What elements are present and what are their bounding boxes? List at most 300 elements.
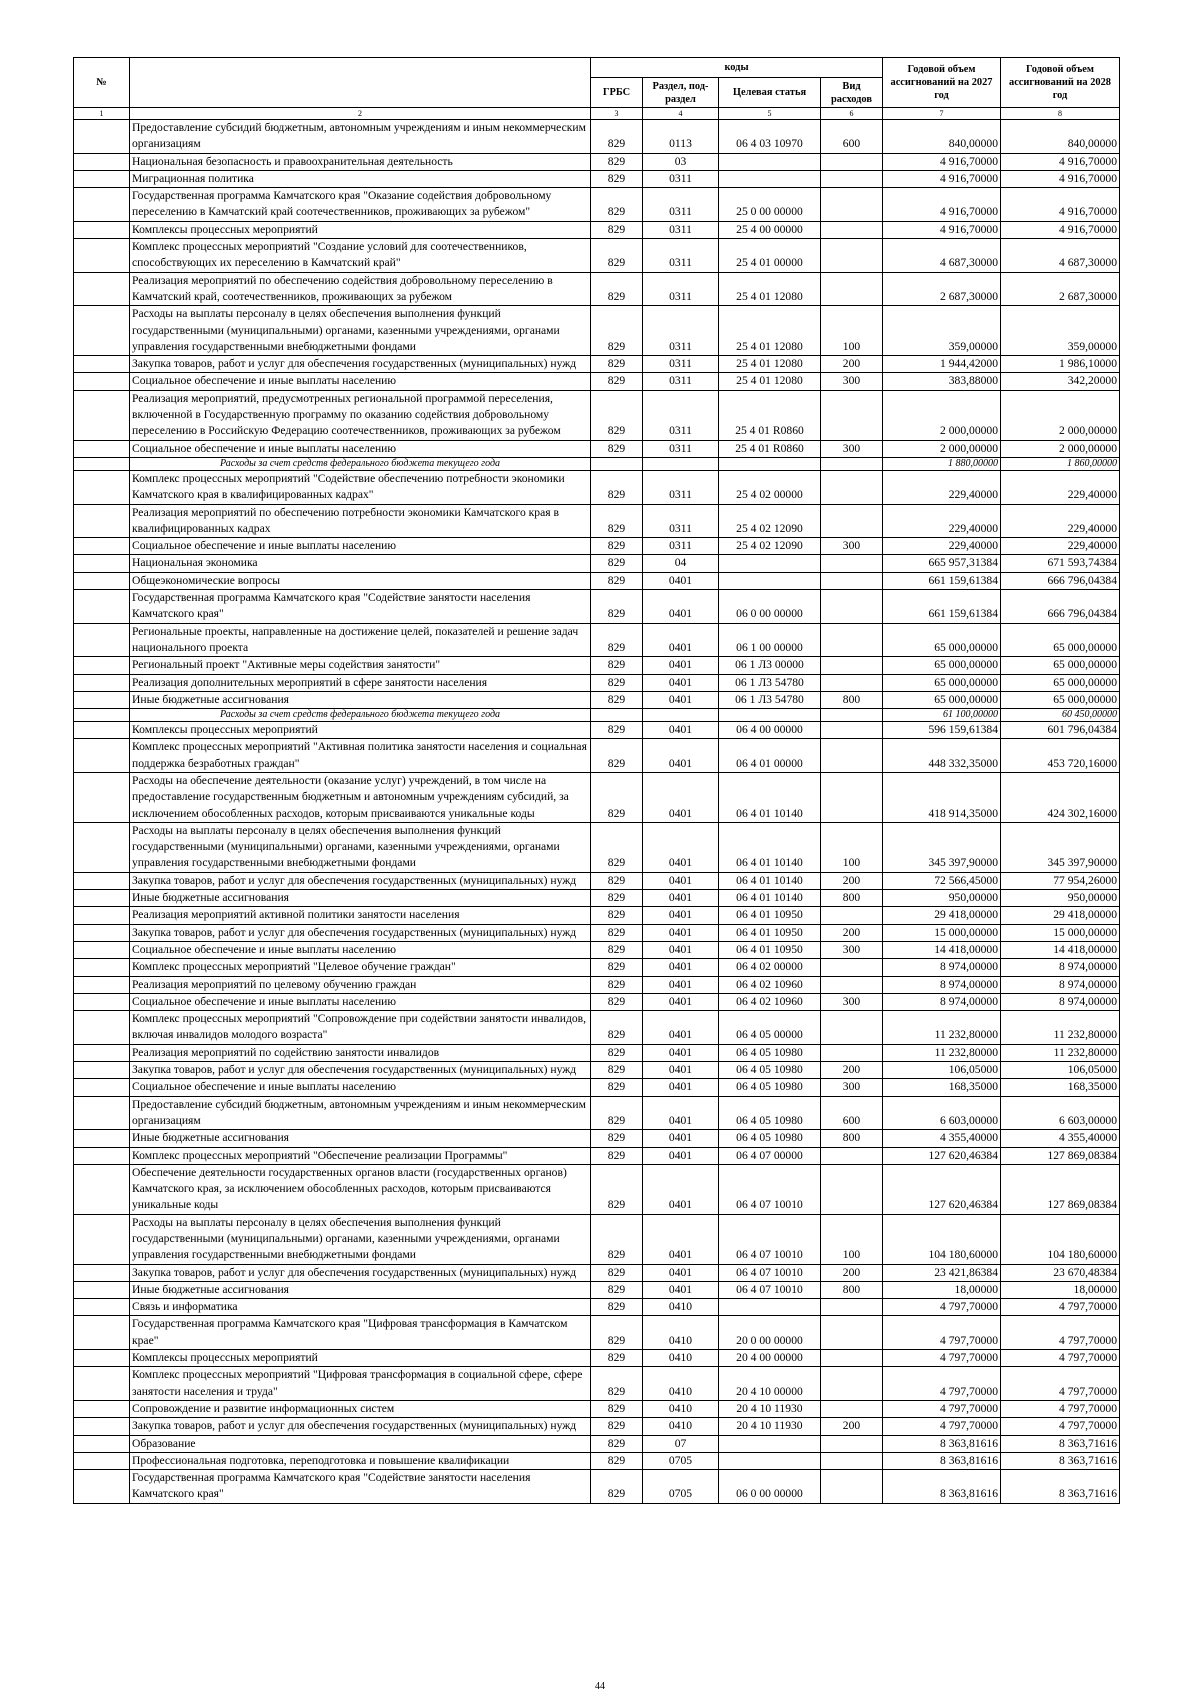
column-number: 4 xyxy=(643,108,719,120)
row-name: Комплекс процессных мероприятий "Активная политика занятости населения и социальная поддержка безработных граждан" xyxy=(130,739,591,773)
row-number xyxy=(74,1316,130,1350)
row-number xyxy=(74,504,130,538)
row-number xyxy=(74,1299,130,1316)
row-grbs: 829 xyxy=(591,1452,643,1469)
row-section xyxy=(643,457,719,470)
row-expense-type: 300 xyxy=(821,538,883,555)
row-section: 0401 xyxy=(643,572,719,589)
row-target: 20 4 10 00000 xyxy=(719,1367,821,1401)
row-grbs: 829 xyxy=(591,221,643,238)
row-target xyxy=(719,1452,821,1469)
row-section: 0401 xyxy=(643,657,719,674)
row-section: 0311 xyxy=(643,538,719,555)
row-grbs: 829 xyxy=(591,657,643,674)
row-expense-type xyxy=(821,221,883,238)
row-amount-2028: 4 916,70000 xyxy=(1001,221,1120,238)
row-grbs: 829 xyxy=(591,1435,643,1452)
row-amount-2028: 2 000,00000 xyxy=(1001,440,1120,457)
row-name: Закупка товаров, работ и услуг для обеспечения государственных (муниципальных) нужд xyxy=(130,924,591,941)
row-amount-2028: 601 796,04384 xyxy=(1001,722,1120,739)
row-section: 0401 xyxy=(643,1164,719,1214)
row-amount-2027: 345 397,90000 xyxy=(883,822,1001,872)
table-row xyxy=(74,1264,1120,1281)
row-amount-2027: 23 421,86384 xyxy=(883,1264,1001,1281)
row-amount-2027: 4 916,70000 xyxy=(883,170,1001,187)
row-target: 06 0 00 00000 xyxy=(719,590,821,624)
row-amount-2027: 229,40000 xyxy=(883,538,1001,555)
table-row xyxy=(74,1350,1120,1367)
row-section: 0311 xyxy=(643,272,719,306)
row-grbs: 829 xyxy=(591,674,643,691)
table-row xyxy=(74,1452,1120,1469)
row-section: 04 xyxy=(643,555,719,572)
row-expense-type xyxy=(821,739,883,773)
table-row xyxy=(74,1418,1120,1435)
row-number xyxy=(74,657,130,674)
row-amount-2028: 2 687,30000 xyxy=(1001,272,1120,306)
federal-budget-row xyxy=(74,709,1120,722)
row-name: Обеспечение деятельности государственных органов власти (государственных органов) Камчатского края, за исключением обособленных расходов, которым присваиваются уникальные коды xyxy=(130,1164,591,1214)
row-number xyxy=(74,555,130,572)
row-amount-2028: 6 603,00000 xyxy=(1001,1096,1120,1130)
row-amount-2028: 104 180,60000 xyxy=(1001,1214,1120,1264)
table-row xyxy=(74,1400,1120,1417)
row-target: 06 4 01 10950 xyxy=(719,907,821,924)
row-name: Образование xyxy=(130,1435,591,1452)
row-amount-2028: 14 418,00000 xyxy=(1001,941,1120,958)
row-grbs: 829 xyxy=(591,1147,643,1164)
row-amount-2027: 4 797,70000 xyxy=(883,1299,1001,1316)
row-section: 0401 xyxy=(643,924,719,941)
table-row xyxy=(74,504,1120,538)
row-grbs: 829 xyxy=(591,239,643,273)
row-amount-2028: 666 796,04384 xyxy=(1001,572,1120,589)
row-number xyxy=(74,941,130,958)
row-amount-2027: 6 603,00000 xyxy=(883,1096,1001,1130)
row-expense-type xyxy=(821,657,883,674)
row-expense-type: 300 xyxy=(821,993,883,1010)
row-expense-type: 100 xyxy=(821,1214,883,1264)
row-section: 0705 xyxy=(643,1452,719,1469)
row-number xyxy=(74,221,130,238)
row-amount-2027: 4 687,30000 xyxy=(883,239,1001,273)
table-row xyxy=(74,772,1120,822)
row-name: Социальное обеспечение и иные выплаты населению xyxy=(130,1079,591,1096)
row-expense-type: 800 xyxy=(821,890,883,907)
row-amount-2027: 8 363,81616 xyxy=(883,1435,1001,1452)
row-amount-2027: 4 797,70000 xyxy=(883,1316,1001,1350)
row-expense-type xyxy=(821,907,883,924)
row-section xyxy=(643,709,719,722)
row-number xyxy=(74,924,130,941)
row-target: 06 1 Л3 00000 xyxy=(719,657,821,674)
row-expense-type xyxy=(821,470,883,504)
row-target: 06 4 05 10980 xyxy=(719,1130,821,1147)
row-expense-type xyxy=(821,1147,883,1164)
row-amount-2028: 424 302,16000 xyxy=(1001,772,1120,822)
row-name: Реализация мероприятий по содействию занятости инвалидов xyxy=(130,1044,591,1061)
row-expense-type xyxy=(821,772,883,822)
row-target: 25 4 02 00000 xyxy=(719,470,821,504)
row-name: Предоставление субсидий бюджетным, автономным учреждениям и иным некоммерческим организациям xyxy=(130,120,591,154)
row-amount-2027: 4 916,70000 xyxy=(883,153,1001,170)
row-grbs: 829 xyxy=(591,1316,643,1350)
table-row xyxy=(74,440,1120,457)
row-grbs: 829 xyxy=(591,555,643,572)
column-number: 7 xyxy=(883,108,1001,120)
row-amount-2027: 127 620,46384 xyxy=(883,1147,1001,1164)
row-expense-type xyxy=(821,1400,883,1417)
row-name: Иные бюджетные ассигнования xyxy=(130,890,591,907)
row-name: Реализация мероприятий активной политики занятости населения xyxy=(130,907,591,924)
header-target: Целевая статья xyxy=(719,78,821,108)
row-expense-type xyxy=(821,170,883,187)
row-grbs: 829 xyxy=(591,1130,643,1147)
row-amount-2027: 840,00000 xyxy=(883,120,1001,154)
row-target: 06 4 01 10950 xyxy=(719,941,821,958)
row-target: 06 4 01 10140 xyxy=(719,822,821,872)
row-target: 06 4 02 10960 xyxy=(719,976,821,993)
row-amount-2027: 8 363,81616 xyxy=(883,1470,1001,1504)
row-number xyxy=(74,1079,130,1096)
row-name: Закупка товаров, работ и услуг для обеспечения государственных (муниципальных) нужд xyxy=(130,1418,591,1435)
row-section: 0401 xyxy=(643,941,719,958)
row-expense-type xyxy=(821,153,883,170)
row-target: 06 4 07 10010 xyxy=(719,1164,821,1214)
row-target: 06 4 01 10950 xyxy=(719,924,821,941)
row-section: 0410 xyxy=(643,1350,719,1367)
row-target: 06 4 01 10140 xyxy=(719,890,821,907)
row-grbs: 829 xyxy=(591,188,643,222)
row-amount-2028: 29 418,00000 xyxy=(1001,907,1120,924)
row-name: Связь и информатика xyxy=(130,1299,591,1316)
row-number xyxy=(74,1044,130,1061)
row-section: 0311 xyxy=(643,170,719,187)
table-row xyxy=(74,356,1120,373)
row-number xyxy=(74,356,130,373)
row-name: Комплексы процессных мероприятий xyxy=(130,221,591,238)
row-section: 0401 xyxy=(643,674,719,691)
table-row xyxy=(74,153,1120,170)
row-expense-type: 200 xyxy=(821,872,883,889)
row-expense-type: 300 xyxy=(821,941,883,958)
row-target: 25 4 01 12080 xyxy=(719,356,821,373)
table-row xyxy=(74,239,1120,273)
row-amount-2027: 448 332,35000 xyxy=(883,739,1001,773)
row-expense-type: 200 xyxy=(821,1264,883,1281)
row-grbs: 829 xyxy=(591,739,643,773)
row-section: 0410 xyxy=(643,1400,719,1417)
row-name: Закупка товаров, работ и услуг для обеспечения государственных (муниципальных) нужд xyxy=(130,1264,591,1281)
row-amount-2027: 359,00000 xyxy=(883,306,1001,356)
row-number xyxy=(74,1264,130,1281)
row-target: 06 4 01 10140 xyxy=(719,872,821,889)
row-amount-2028: 23 670,48384 xyxy=(1001,1264,1120,1281)
row-name: Расходы на выплаты персоналу в целях обеспечения выполнения функций государственными (муниципальными) органами, казенными учреждениями, органами управления государственными внебюджетными фондами xyxy=(130,822,591,872)
row-name: Реализация мероприятий по обеспечению потребности экономики Камчатского края в квалифицированных кадрах xyxy=(130,504,591,538)
row-section: 0401 xyxy=(643,1044,719,1061)
row-expense-type: 300 xyxy=(821,373,883,390)
row-section: 0401 xyxy=(643,722,719,739)
table-row xyxy=(74,1470,1120,1504)
row-target xyxy=(719,153,821,170)
row-number xyxy=(74,1130,130,1147)
row-amount-2028: 4 797,70000 xyxy=(1001,1350,1120,1367)
row-name: Расходы на обеспечение деятельности (оказание услуг) учреждений, в том числе на предоставление государственным бюджетным и автономным учреждениям субсидий, за исключением обособленных расходов, которым присваиваются уникальные коды xyxy=(130,772,591,822)
row-number xyxy=(74,1147,130,1164)
row-number xyxy=(74,1096,130,1130)
row-grbs: 829 xyxy=(591,907,643,924)
row-grbs: 829 xyxy=(591,470,643,504)
row-expense-type xyxy=(821,623,883,657)
row-amount-2028: 4 797,70000 xyxy=(1001,1367,1120,1401)
row-name: Иные бюджетные ассигнования xyxy=(130,1130,591,1147)
row-amount-2027: 72 566,45000 xyxy=(883,872,1001,889)
row-grbs: 829 xyxy=(591,1079,643,1096)
row-expense-type: 200 xyxy=(821,1062,883,1079)
row-amount-2028: 4 916,70000 xyxy=(1001,153,1120,170)
row-name: Комплекс процессных мероприятий "Цифровая трансформация в социальной сфере, сфере занятости населения и труда" xyxy=(130,1367,591,1401)
row-grbs: 829 xyxy=(591,504,643,538)
row-grbs: 829 xyxy=(591,772,643,822)
row-name: Комплекс процессных мероприятий "Обеспечение реализации Программы" xyxy=(130,1147,591,1164)
row-grbs: 829 xyxy=(591,941,643,958)
row-amount-2027: 106,05000 xyxy=(883,1062,1001,1079)
row-amount-2028: 8 363,71616 xyxy=(1001,1435,1120,1452)
row-target: 25 4 02 12090 xyxy=(719,504,821,538)
row-amount-2028: 15 000,00000 xyxy=(1001,924,1120,941)
row-target xyxy=(719,1435,821,1452)
row-amount-2027: 18,00000 xyxy=(883,1281,1001,1298)
row-target xyxy=(719,709,821,722)
row-name: Государственная программа Камчатского края "Содействие занятости населения Камчатского края" xyxy=(130,1470,591,1504)
row-name: Национальная экономика xyxy=(130,555,591,572)
row-number xyxy=(74,188,130,222)
row-amount-2028: 4 797,70000 xyxy=(1001,1400,1120,1417)
row-section: 0311 xyxy=(643,373,719,390)
table-row xyxy=(74,1435,1120,1452)
header-2028: Годовой объем ассигнований на 2028 год xyxy=(1001,58,1120,108)
row-name: Профессиональная подготовка, переподготовка и повышение квалификации xyxy=(130,1452,591,1469)
table-row xyxy=(74,1011,1120,1045)
column-number: 3 xyxy=(591,108,643,120)
row-number xyxy=(74,1281,130,1298)
row-target: 25 4 01 R0860 xyxy=(719,440,821,457)
row-target: 25 4 01 R0860 xyxy=(719,390,821,440)
row-section: 0410 xyxy=(643,1418,719,1435)
row-grbs xyxy=(591,457,643,470)
row-amount-2027: 229,40000 xyxy=(883,470,1001,504)
row-name: Социальное обеспечение и иные выплаты населению xyxy=(130,993,591,1010)
row-name: Национальная безопасность и правоохранительная деятельность xyxy=(130,153,591,170)
row-grbs: 829 xyxy=(591,1214,643,1264)
row-name: Комплексы процессных мероприятий xyxy=(130,722,591,739)
row-target: 06 4 07 00000 xyxy=(719,1147,821,1164)
row-target: 06 4 07 10010 xyxy=(719,1214,821,1264)
row-section: 0311 xyxy=(643,221,719,238)
row-name: Социальное обеспечение и иные выплаты населению xyxy=(130,373,591,390)
row-amount-2028: 8 363,71616 xyxy=(1001,1470,1120,1504)
row-name: Государственная программа Камчатского края "Содействие занятости населения Камчатского края" xyxy=(130,590,591,624)
table-row xyxy=(74,924,1120,941)
row-number xyxy=(74,170,130,187)
row-name: Иные бюджетные ассигнования xyxy=(130,691,591,708)
row-amount-2027: 8 974,00000 xyxy=(883,959,1001,976)
row-target xyxy=(719,170,821,187)
row-grbs: 829 xyxy=(591,1418,643,1435)
row-target: 25 4 01 00000 xyxy=(719,239,821,273)
row-grbs: 829 xyxy=(591,272,643,306)
row-grbs: 829 xyxy=(591,120,643,154)
row-name: Социальное обеспечение и иные выплаты населению xyxy=(130,440,591,457)
row-section: 0401 xyxy=(643,976,719,993)
row-section: 0401 xyxy=(643,890,719,907)
row-grbs: 829 xyxy=(591,993,643,1010)
row-amount-2027: 65 000,00000 xyxy=(883,691,1001,708)
row-amount-2027: 127 620,46384 xyxy=(883,1164,1001,1214)
row-number xyxy=(74,691,130,708)
row-section: 0311 xyxy=(643,239,719,273)
row-section: 0401 xyxy=(643,1079,719,1096)
table-row xyxy=(74,590,1120,624)
row-grbs: 829 xyxy=(591,976,643,993)
row-grbs: 829 xyxy=(591,590,643,624)
row-amount-2028: 65 000,00000 xyxy=(1001,623,1120,657)
row-number xyxy=(74,623,130,657)
row-amount-2027: 661 159,61384 xyxy=(883,572,1001,589)
row-name: Закупка товаров, работ и услуг для обеспечения государственных (муниципальных) нужд xyxy=(130,1062,591,1079)
table-row xyxy=(74,1367,1120,1401)
row-target: 06 1 Л3 54780 xyxy=(719,691,821,708)
row-target: 25 4 01 12080 xyxy=(719,373,821,390)
row-number xyxy=(74,306,130,356)
row-target: 06 4 02 00000 xyxy=(719,959,821,976)
row-amount-2027: 8 363,81616 xyxy=(883,1452,1001,1469)
row-target: 06 4 05 00000 xyxy=(719,1011,821,1045)
row-expense-type: 100 xyxy=(821,306,883,356)
row-number xyxy=(74,1164,130,1214)
table-row xyxy=(74,691,1120,708)
row-amount-2028: 229,40000 xyxy=(1001,538,1120,555)
row-number xyxy=(74,572,130,589)
table-row xyxy=(74,272,1120,306)
table-row xyxy=(74,674,1120,691)
row-expense-type xyxy=(821,188,883,222)
table-row xyxy=(74,390,1120,440)
row-amount-2028: 8 974,00000 xyxy=(1001,976,1120,993)
row-section: 0311 xyxy=(643,390,719,440)
row-amount-2027: 65 000,00000 xyxy=(883,657,1001,674)
table-row xyxy=(74,1299,1120,1316)
row-amount-2028: 18,00000 xyxy=(1001,1281,1120,1298)
table-row xyxy=(74,657,1120,674)
row-grbs: 829 xyxy=(591,959,643,976)
table-row xyxy=(74,221,1120,238)
row-target xyxy=(719,572,821,589)
header-expense-type: Вид расходов xyxy=(821,78,883,108)
row-section: 0705 xyxy=(643,1470,719,1504)
row-section: 0401 xyxy=(643,907,719,924)
row-expense-type xyxy=(821,1164,883,1214)
row-section: 07 xyxy=(643,1435,719,1452)
row-amount-2028: 168,35000 xyxy=(1001,1079,1120,1096)
row-number xyxy=(74,822,130,872)
row-number xyxy=(74,993,130,1010)
row-amount-2027: 4 916,70000 xyxy=(883,188,1001,222)
table-row xyxy=(74,1044,1120,1061)
row-number xyxy=(74,153,130,170)
row-grbs: 829 xyxy=(591,1264,643,1281)
row-expense-type xyxy=(821,976,883,993)
row-amount-2027: 8 974,00000 xyxy=(883,993,1001,1010)
row-number xyxy=(74,890,130,907)
row-target: 06 4 05 10980 xyxy=(719,1079,821,1096)
row-amount-2027: 168,35000 xyxy=(883,1079,1001,1096)
row-amount-2028: 4 797,70000 xyxy=(1001,1316,1120,1350)
row-number xyxy=(74,1435,130,1452)
row-grbs: 829 xyxy=(591,170,643,187)
row-expense-type: 600 xyxy=(821,1096,883,1130)
row-amount-2028: 453 720,16000 xyxy=(1001,739,1120,773)
table-row xyxy=(74,306,1120,356)
row-amount-2028: 950,00000 xyxy=(1001,890,1120,907)
row-grbs: 829 xyxy=(591,890,643,907)
row-target: 06 4 02 10960 xyxy=(719,993,821,1010)
row-amount-2028: 65 000,00000 xyxy=(1001,691,1120,708)
table-row xyxy=(74,722,1120,739)
row-name: Государственная программа Камчатского края "Цифровая трансформация в Камчатском крае" xyxy=(130,1316,591,1350)
row-expense-type xyxy=(821,722,883,739)
row-amount-2027: 950,00000 xyxy=(883,890,1001,907)
row-amount-2028: 840,00000 xyxy=(1001,120,1120,154)
row-grbs xyxy=(591,709,643,722)
row-target xyxy=(719,1299,821,1316)
row-number xyxy=(74,907,130,924)
row-name: Закупка товаров, работ и услуг для обеспечения государственных (муниципальных) нужд xyxy=(130,356,591,373)
row-expense-type xyxy=(821,1299,883,1316)
row-name: Иные бюджетные ассигнования xyxy=(130,1281,591,1298)
row-amount-2027: 2 000,00000 xyxy=(883,440,1001,457)
row-expense-type xyxy=(821,674,883,691)
row-target: 25 0 00 00000 xyxy=(719,188,821,222)
row-amount-2028: 77 954,26000 xyxy=(1001,872,1120,889)
row-amount-2027: 4 355,40000 xyxy=(883,1130,1001,1147)
budget-table xyxy=(73,57,1120,1504)
row-target: 06 4 01 00000 xyxy=(719,739,821,773)
row-amount-2028: 8 974,00000 xyxy=(1001,993,1120,1010)
row-grbs: 829 xyxy=(591,1044,643,1061)
row-expense-type xyxy=(821,1470,883,1504)
row-target: 06 4 00 00000 xyxy=(719,722,821,739)
row-expense-type: 800 xyxy=(821,1281,883,1298)
row-section: 0401 xyxy=(643,1011,719,1045)
row-amount-2028: 127 869,08384 xyxy=(1001,1164,1120,1214)
row-expense-type: 300 xyxy=(821,440,883,457)
row-grbs: 829 xyxy=(591,1164,643,1214)
row-target: 20 4 10 11930 xyxy=(719,1400,821,1417)
row-section: 0401 xyxy=(643,1214,719,1264)
row-amount-2028: 666 796,04384 xyxy=(1001,590,1120,624)
row-expense-type xyxy=(821,504,883,538)
row-target: 06 4 05 10980 xyxy=(719,1044,821,1061)
row-section: 0401 xyxy=(643,1264,719,1281)
row-section: 0401 xyxy=(643,590,719,624)
row-section: 0401 xyxy=(643,959,719,976)
row-section: 0401 xyxy=(643,623,719,657)
row-name: Сопровождение и развитие информационных систем xyxy=(130,1400,591,1417)
row-number xyxy=(74,1062,130,1079)
row-number xyxy=(74,722,130,739)
